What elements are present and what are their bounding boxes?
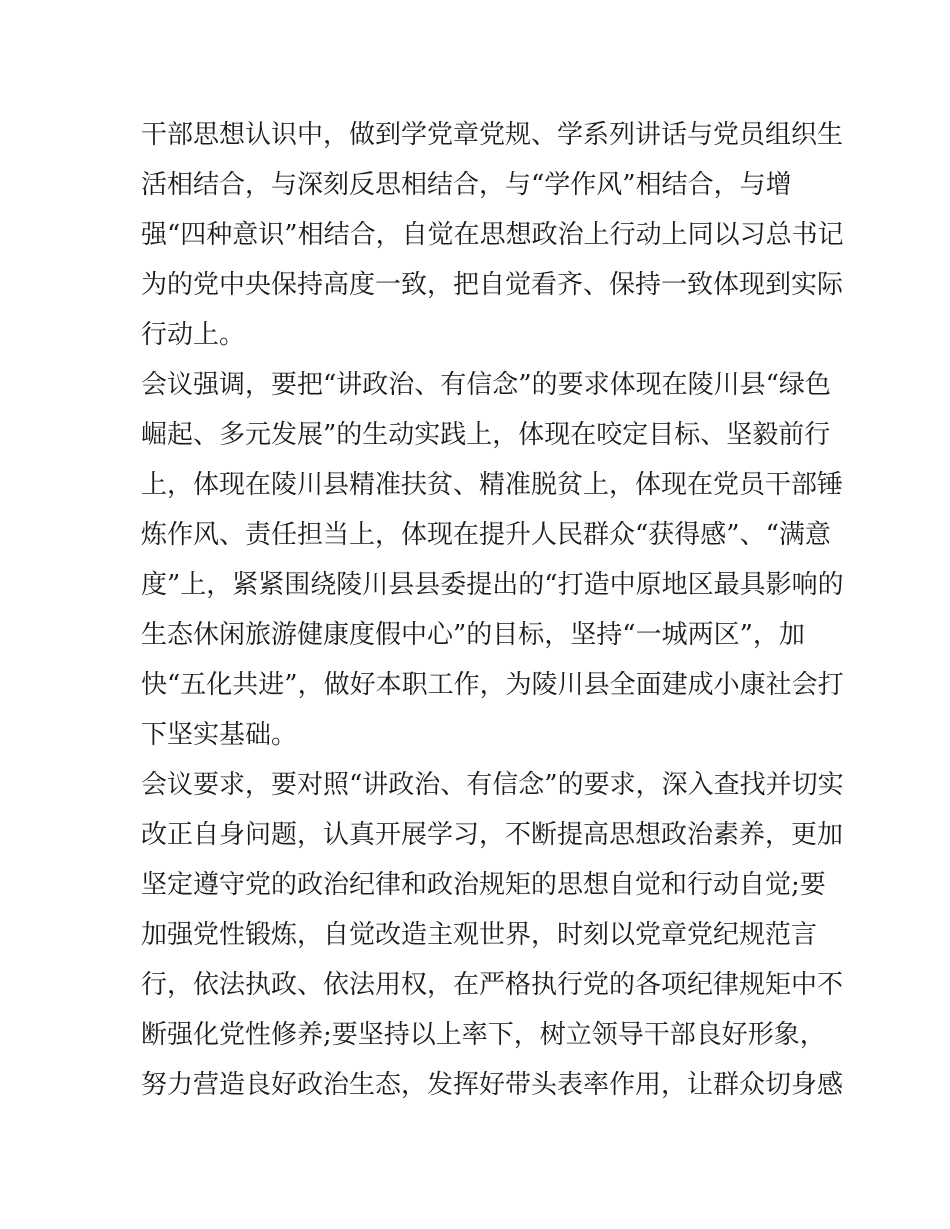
text-line: 坚定遵守党的政治纪律和政治规矩的思想自觉和行动自觉;要 xyxy=(141,870,826,900)
text-line: 干部思想认识中，做到学党章党规、学系列讲话与党员组织生 xyxy=(141,120,844,150)
text-line: 强“四种意识”相结合，自觉在思想政治上行动上同以习总书记 xyxy=(141,220,844,250)
text-line: 加强党性锻炼，自觉改造主观世界，时刻以党章党纪规范言 xyxy=(141,920,818,950)
text-line: 为的党中央保持高度一致，把自觉看齐、保持一致体现到实际 xyxy=(141,270,844,300)
text-line: 行，依法执政、依法用权，在严格执行党的各项纪律规矩中不 xyxy=(141,970,844,1000)
text-line: 会议要求，要对照“讲政治、有信念”的要求，深入查找并切实 xyxy=(141,770,844,800)
text-line: 行动上。 xyxy=(141,320,246,350)
text-line: 改正自身问题，认真开展学习，不断提高思想政治素养，更加 xyxy=(141,820,844,850)
text-line: 上，体现在陵川县精准扶贫、精准脱贫上，体现在党员干部锤 xyxy=(141,470,844,500)
document-body xyxy=(141,110,844,1110)
text-line: 断强化党性修养;要坚持以上率下，树立领导干部良好形象， xyxy=(141,1020,826,1050)
text-line: 炼作风、责任担当上，体现在提升人民群众“获得感”、“满意 xyxy=(141,520,831,550)
text-line: 崛起、多元发展”的生动实践上，体现在咬定目标、坚毅前行 xyxy=(141,420,831,450)
text-line: 活相结合，与深刻反思相结合，与“学作风”相结合，与增 xyxy=(141,170,792,200)
text-line: 下坚实基础。 xyxy=(141,720,298,750)
text-line: 生态休闲旅游健康度假中心”的目标，坚持“一城两区”，加 xyxy=(141,620,805,650)
text-line: 快“五化共进”，做好本职工作，为陵川县全面建成小康社会打 xyxy=(141,670,844,700)
text-line: 努力营造良好政治生态，发挥好带头表率作用，让群众切身感 xyxy=(141,1070,844,1100)
text-line: 度”上，紧紧围绕陵川县县委提出的“打造中原地区最具影响的 xyxy=(141,570,844,600)
text-line: 会议强调，要把“讲政治、有信念”的要求体现在陵川县“绿色 xyxy=(141,370,831,400)
